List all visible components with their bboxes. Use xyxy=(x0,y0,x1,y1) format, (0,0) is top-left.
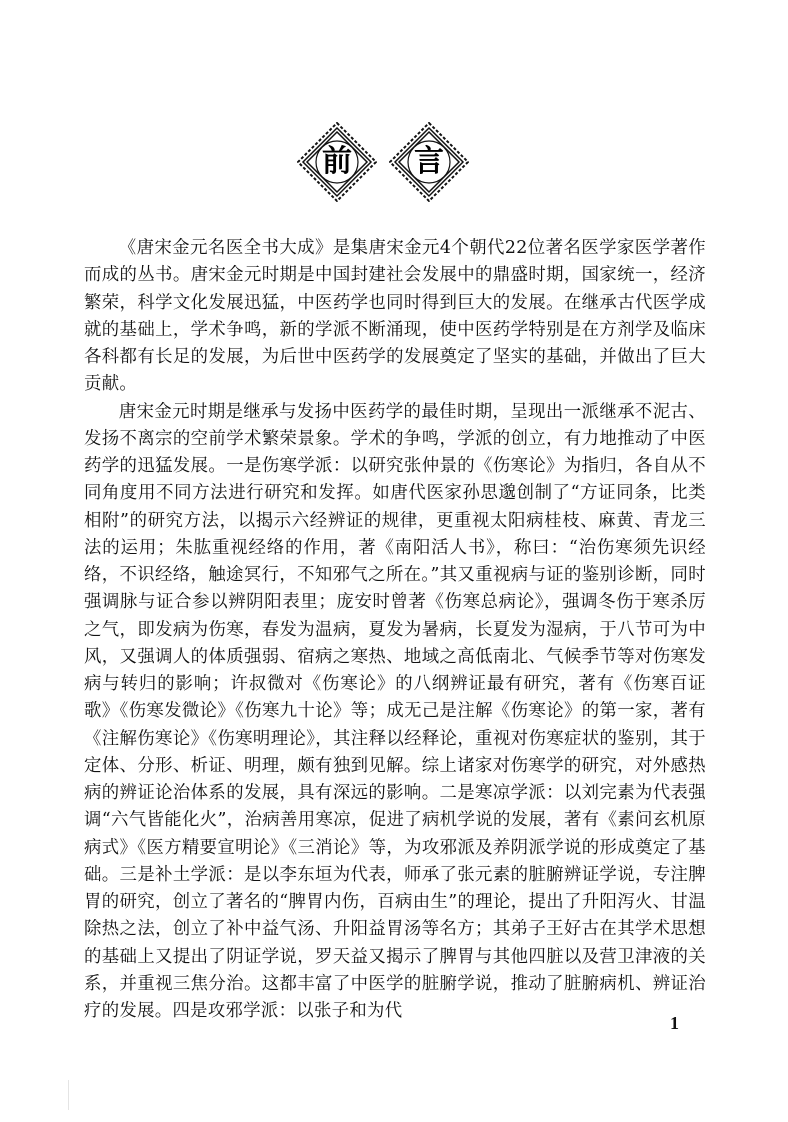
title-heading xyxy=(0,122,788,202)
paragraph: 唐宋金元时期是继承与发扬中医药学的最佳时期，呈现出一派继承不泥古、发扬不离宗的空前学术繁荣景象。学术的争鸣，学派的创立，有力地推动了中医药学的迅猛发展。一是伤寒学派：以研究张仲景的《伤寒论》为指归，各自从不同角度用不同方法进行研究和发挥。如唐代医家孙思邈创制了“方证同条，比类相附”的研究方法，以揭示六经辨证的规律，更重视太阳病桂枝、麻黄、青龙三法的运用；朱肱重视经络的作用，著《南阳活人书》，称曰：“治伤寒须先识经络，不识经络，触途冥行，不知邪气之所在。”其又重视病与证的鉴别诊断，同时强调脉与证合参以辨阴阳表里；庞安时曾著《伤寒总病论》，强调冬伤于寒杀厉之气，即发病为伤寒，春发为温病，夏发为暑病，长夏发为湿病，于八节可为中风，又强调人的体质强弱、宿病之寒热、地域之高低南北、气候季节等对伤寒发病与转归的影响；许叔微对《伤寒论》的八纲辨证最有研究，著有《伤寒百证歌》《伤寒发微论》《伤寒九十论》等；成无己是注解《伤寒论》的第一家，著有《注解伤寒论》《伤寒明理论》，其注释以经释论，重视对伤寒症状的鉴别，其于定体、分形、析证、明理，颇有独到见解。综上诸家对伤寒学的研究，对外感热病的辨证论治体系的发展，具有深远的影响。二是寒凉学派：以刘完素为代表强调“六气皆能化火”，治病善用寒凉，促进了病机学说的发展，著有《素问玄机原病式》《医方精要宣明论》《三消论》等，为攻邪派及养阴派学说的形成奠定了基础。三是补土学派：是以李东垣为代表，师承了张元素的脏腑辨证学说，专注脾胃的研究，创立了著名的“脾胃内伤，百病由生”的理论，提出了升阳泻火、甘温除热之法，创立了补中益气汤、升阳益胃汤等名方；其弟子王好古在其学术思想的基础上又提出了阴证学说，罗天益又揭示了脾胃与其他四脏以及营卫津液的关系，并重视三焦分治。这都丰富了中医学的脏腑学说，推动了脏腑病机、辨证治疗的发展。四是攻邪学派：以张子和为代 xyxy=(84,401,706,1021)
paragraph: 《唐宋金元名医全书大成》是集唐宋金元4个朝代22位著名医学家医学著作而成的丛书。唐宋金元时期是中国封建社会发展中的鼎盛时期，国家统一，经济繁荣，科学文化发展迅猛，中医药学也同时得到巨大的发展。在继承古代医学成就的基础上，学术争鸣，新的学派不断涌现，使中医药学特别是在方剂学及临床各科都有长足的发展，为后世中医药学的发展奠定了坚实的基础，并做出了巨大贡献。 xyxy=(84,238,706,395)
title-char-qian: 前 xyxy=(322,144,352,179)
page-number: 1 xyxy=(670,1013,679,1033)
title-ornament-left xyxy=(297,122,377,202)
preface-body xyxy=(84,235,706,1025)
title-ornament-right xyxy=(389,122,469,202)
scan-edge-mark xyxy=(68,1080,69,1110)
title-char-yan: 言 xyxy=(414,144,444,179)
